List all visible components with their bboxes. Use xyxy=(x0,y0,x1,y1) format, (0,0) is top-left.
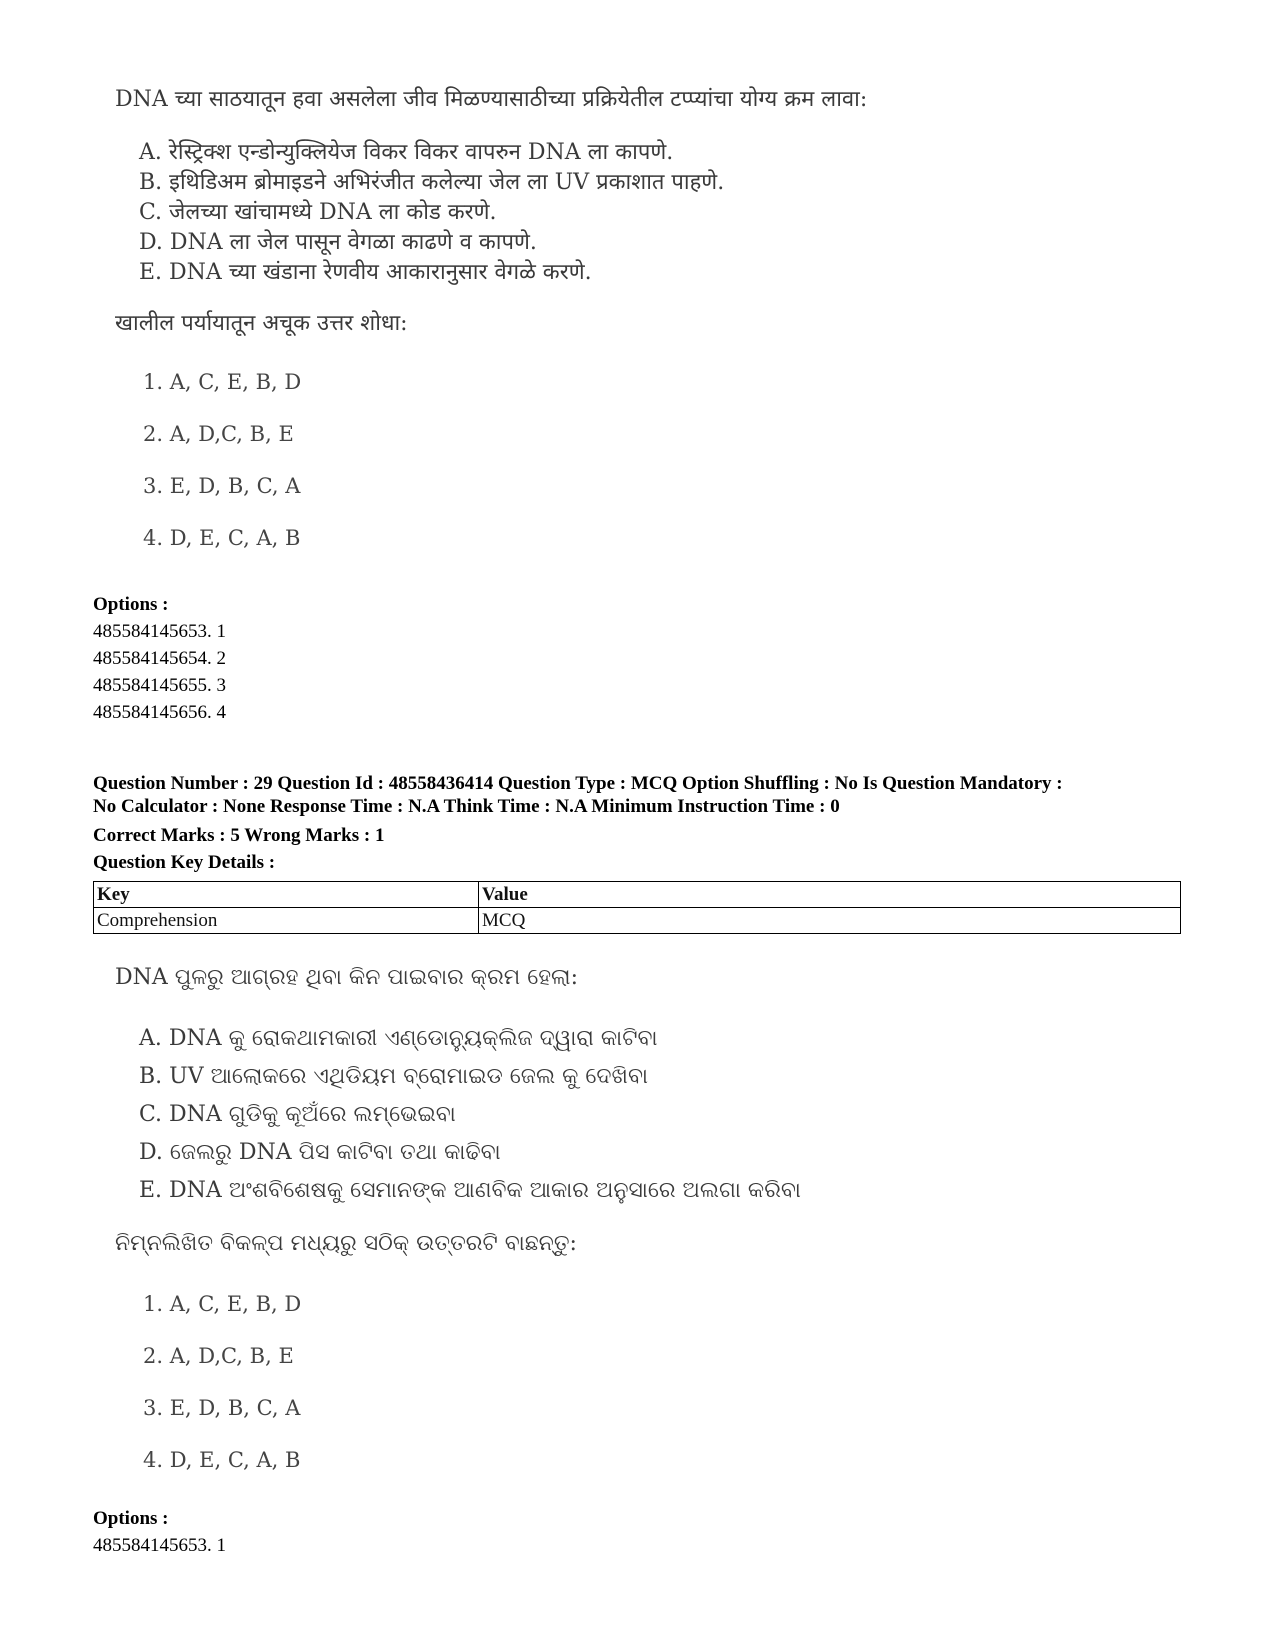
options-label: Options : xyxy=(93,1508,169,1529)
statement-d: D. ଜେଲରୁ DNA ପିସ କାଟିବା ତଥା କାଢିବା xyxy=(139,1140,501,1165)
question-meta-line: No Calculator : None Response Time : N.A Think Time : N.A Minimum Instruction Time : 0 xyxy=(93,796,840,817)
key-details-label: Question Key Details : xyxy=(93,852,276,873)
option-item: 485584145653. 1 xyxy=(93,621,226,642)
choice-4: 4. D, E, C, A, B xyxy=(143,1448,301,1472)
choice-4: 4. D, E, C, A, B xyxy=(143,526,301,550)
question-meta-line: Question Number : 29 Question Id : 48558436414 Question Type : MCQ Option Shuffling : No Is Question Mandatory : xyxy=(93,773,1063,794)
statement-c: C. DNA ଗୁଡିକୁ କୂଅଁରେ ଲମ୍ଭେଇବା xyxy=(139,1102,456,1127)
marks-line: Correct Marks : 5 Wrong Marks : 1 xyxy=(93,825,385,846)
statement-b: B. UV ଆଲୋକରେ ଏଥିଡିୟମ ବ୍ରୋମାଇଡ ଜେଲ କୁ ଦେଖିବା xyxy=(139,1064,649,1089)
option-item: 485584145655. 3 xyxy=(93,675,226,696)
choice-2: 2. A, D,C, B, E xyxy=(143,422,294,446)
question-ask: खालील पर्यायातून अचूक उत्तर शोधा: xyxy=(115,311,408,336)
question-meta xyxy=(93,772,1063,876)
statement-a: A. रेस्ट्रिक्श एन्डोन्युक्लियेज विकर विकर वापरुन DNA ला कापणे. xyxy=(139,140,674,165)
choice-3: 3. E, D, B, C, A xyxy=(143,474,301,498)
option-item: 485584145654. 2 xyxy=(93,648,226,669)
option-item: 485584145653. 1 xyxy=(93,1535,226,1556)
question-image-marathi xyxy=(115,82,1015,564)
statement-e: E. DNA च्या खंडाना रेणवीय आकारानुसार वेगळे करणे. xyxy=(139,260,592,285)
choice-1: 1. A, C, E, B, D xyxy=(143,1292,302,1316)
question-ask: ନିମ୍ନଲିଖିତ ବିକଳ୍ପ ମଧ୍ୟରୁ ସଠିକ୍ ଉତ୍ତରଟି ବାଛନ୍ତୁ: xyxy=(115,1231,577,1256)
statement-list xyxy=(115,138,1015,288)
choice-2: 2. A, D,C, B, E xyxy=(143,1344,294,1368)
options-block-bottom xyxy=(93,1505,226,1559)
question-stem: DNA ପୁଳରୁ ଆଗ୍ରହ ଥିବା କିନ ପାଇବାର କ୍ରମ ହେଲା: xyxy=(115,965,578,990)
options-block-top xyxy=(93,591,226,726)
statement-d: D. DNA ला जेल पासून वेगळा काढणे व कापणे. xyxy=(139,230,537,255)
question-key-table xyxy=(93,881,1181,934)
option-item: 485584145656. 4 xyxy=(93,702,226,723)
table-cell-key: Comprehension xyxy=(94,908,479,934)
statement-a: A. DNA କୁ ରୋକଥାମକାରୀ ଏଣ୍ଡୋନ୍ୟୁକ୍ଲିଜ ଦ୍ୱାରା କାଟିବା xyxy=(139,1026,658,1051)
table-header-key: Key xyxy=(94,882,479,908)
statement-c: C. जेलच्या खांचामध्ये DNA ला कोड करणे. xyxy=(139,200,497,225)
question-image-odia xyxy=(115,960,1015,1486)
options-label: Options : xyxy=(93,594,169,615)
table-header-row xyxy=(94,882,1181,908)
table-cell-value: MCQ xyxy=(479,908,1181,934)
question-stem: DNA च्या साठयातून हवा असलेला जीव मिळण्यासाठीच्या प्रक्रियेतील टप्प्यांचा योग्य क्रम लावा: xyxy=(115,87,868,112)
choice-1: 1. A, C, E, B, D xyxy=(143,370,302,394)
table-header-value: Value xyxy=(479,882,1181,908)
statement-e: E. DNA ଅଂଶବିଶେଷକୁ ସେମାନଙ୍କ ଆଣବିକ ଆକାର ଅନୁସାରେ ଅଲଗା କରିବା xyxy=(139,1178,801,1203)
statement-b: B. इथिडिअम ब्रोमाइडने अभिरंजीत कलेल्या जेल ला UV प्रकाशात पाहणे. xyxy=(139,170,725,195)
statement-list xyxy=(115,1020,1015,1210)
table-row xyxy=(94,908,1181,934)
choice-3: 3. E, D, B, C, A xyxy=(143,1396,301,1420)
